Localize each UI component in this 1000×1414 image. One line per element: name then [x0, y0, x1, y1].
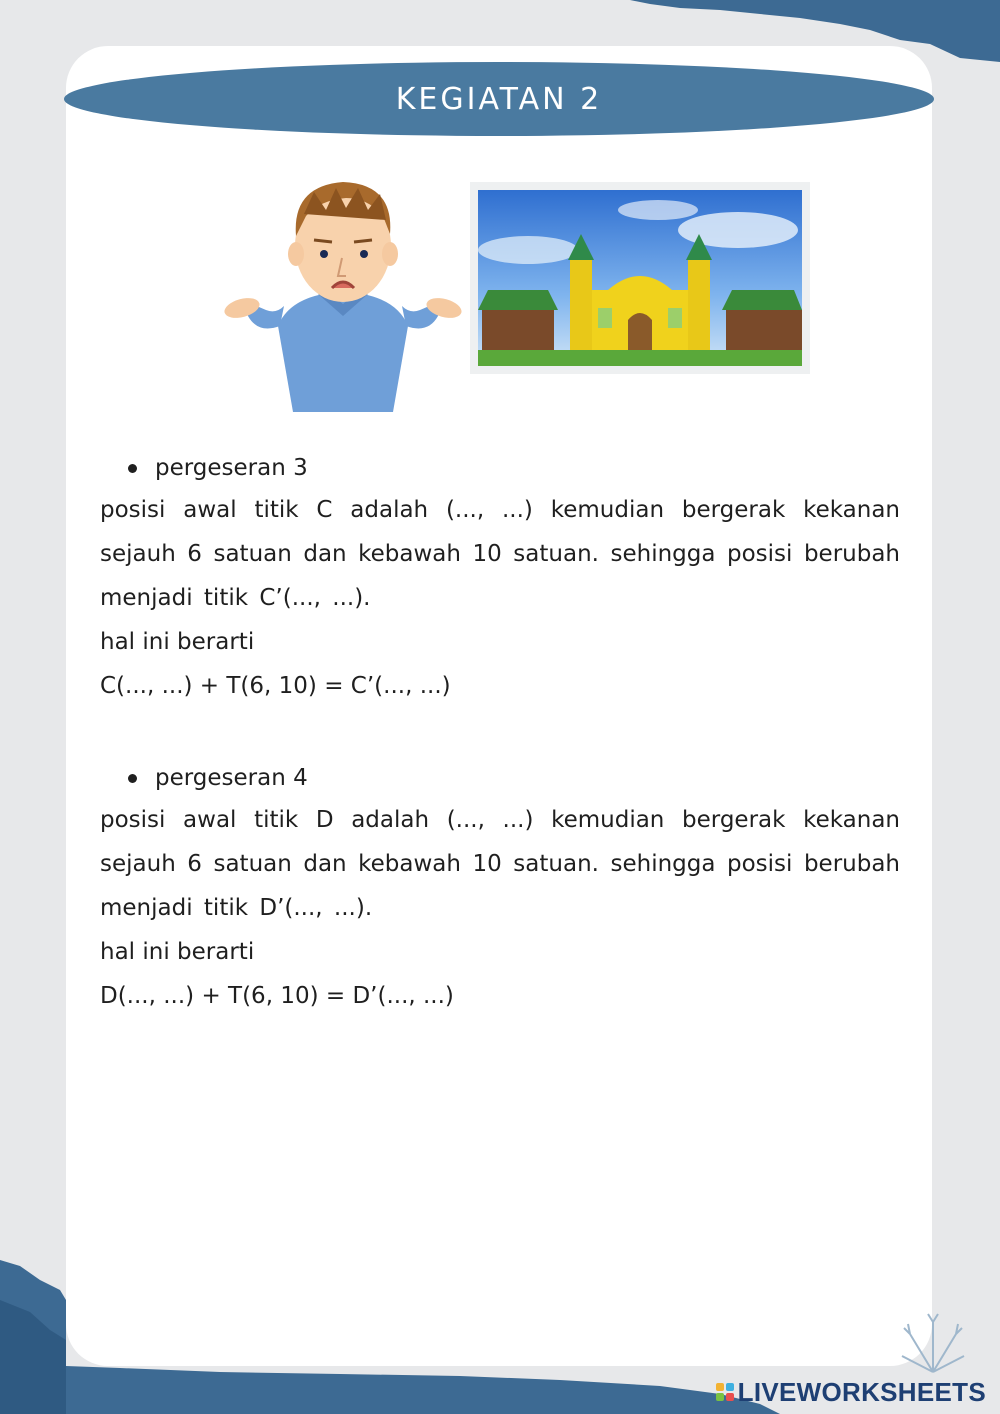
- bullet-item: [100, 448, 900, 488]
- equation-line: C(..., ...) + T(6, 10) = C’(..., ...): [100, 673, 451, 699]
- explanation-line: hal ini berarti: [100, 629, 255, 655]
- confused-person-icon: [218, 176, 468, 412]
- bullet-label: pergeseran 3: [155, 455, 308, 481]
- page-title: KEGIATAN 2: [395, 81, 603, 117]
- question-paragraph: posisi awal titik C adalah (..., ...) kemudian bergerak kekanan sejauh 6 satuan dan kebawah 10 satuan. sehingga posisi berubah menjadi titik C’(..., ...).: [100, 497, 900, 611]
- liveworksheets-logo[interactable]: [716, 1374, 986, 1410]
- brand-name: LIVEWORKSHEETS: [737, 1376, 986, 1407]
- mosque-photo: [478, 190, 802, 366]
- equation-line: D(..., ...) + T(6, 10) = D’(..., ...): [100, 983, 454, 1009]
- flower-decoration-icon: [898, 1312, 968, 1382]
- worksheet-content: [100, 448, 900, 1018]
- question-paragraph: posisi awal titik D adalah (..., ...) kemudian bergerak kekanan sejauh 6 satuan dan kebawah 10 satuan. sehingga posisi berubah menjadi titik D’(..., ...).: [100, 807, 900, 921]
- explanation-line: hal ini berarti: [100, 939, 255, 965]
- section-pergeseran-4: [100, 758, 900, 1018]
- section-pergeseran-3: [100, 448, 900, 708]
- bullet-label: pergeseran 4: [155, 765, 308, 791]
- mosque-photo-frame: [470, 182, 810, 374]
- bullet-item: [100, 758, 900, 798]
- page-title-banner: [64, 62, 934, 136]
- bullet-dot-icon: [128, 464, 137, 473]
- liveworksheets-logo-icon: [716, 1383, 734, 1401]
- bullet-dot-icon: [128, 774, 137, 783]
